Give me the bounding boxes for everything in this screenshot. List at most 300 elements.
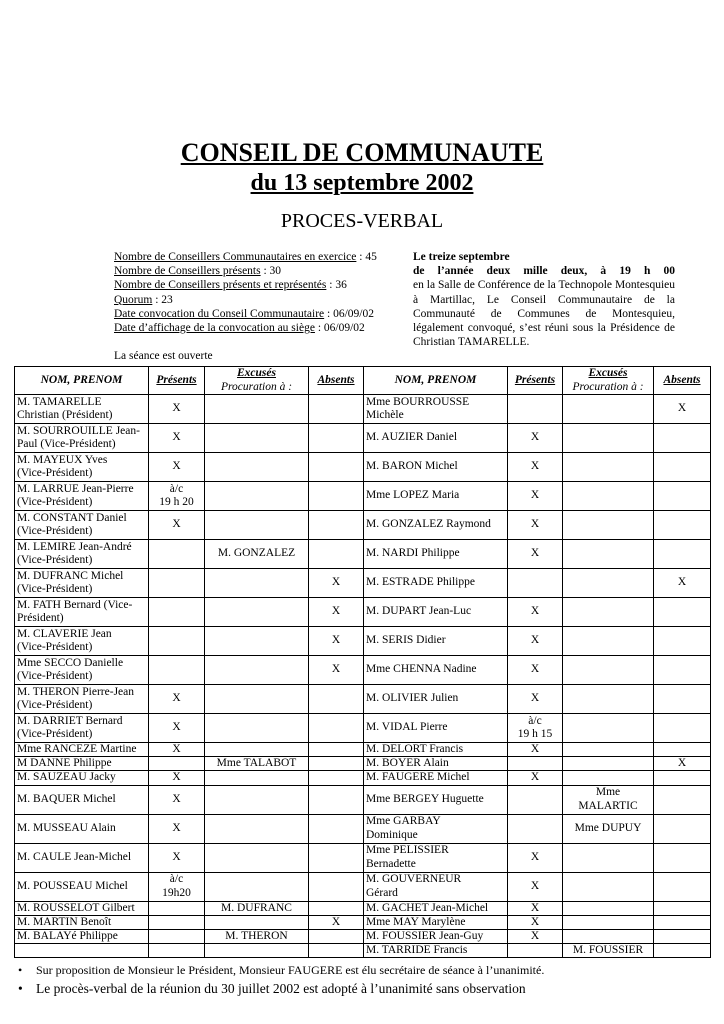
name-line: M. AUZIER Daniel bbox=[366, 431, 458, 444]
proxy-name bbox=[563, 656, 654, 685]
member-name bbox=[364, 872, 508, 901]
absent-mark bbox=[654, 743, 711, 757]
stat-line bbox=[114, 278, 394, 292]
member-name bbox=[15, 569, 149, 598]
proxy-name bbox=[563, 598, 654, 627]
absent-mark: X bbox=[309, 915, 364, 929]
member-name bbox=[364, 569, 508, 598]
present-mark bbox=[508, 757, 563, 771]
absent-mark bbox=[309, 743, 364, 757]
name-line: (Vice-Président) bbox=[17, 554, 93, 566]
name-line: (Vice-Président) bbox=[17, 525, 93, 537]
stat-line bbox=[114, 307, 394, 321]
proxy-name bbox=[205, 511, 309, 540]
member-name bbox=[364, 814, 508, 843]
present-mark: X bbox=[508, 453, 563, 482]
stat-value: : 45 bbox=[356, 251, 377, 263]
absent-mark bbox=[309, 424, 364, 453]
proxy-name bbox=[205, 685, 309, 714]
member-name bbox=[364, 944, 508, 958]
stat-label: Date convocation du Conseil Communautaire bbox=[114, 307, 325, 320]
absent-mark bbox=[309, 785, 364, 814]
member-name bbox=[15, 743, 149, 757]
proxy-name bbox=[563, 872, 654, 901]
header-absent: Absents bbox=[309, 367, 364, 395]
stat-label: Quorum bbox=[114, 293, 153, 306]
absent-mark bbox=[654, 424, 711, 453]
absent-mark bbox=[309, 685, 364, 714]
present-mark: X bbox=[149, 785, 205, 814]
absent-mark: X bbox=[309, 656, 364, 685]
stat-label: Nombre de Conseillers présents et représentés bbox=[114, 279, 327, 292]
proxy-name: M. DUFRANC bbox=[205, 901, 309, 915]
absent-mark bbox=[309, 511, 364, 540]
absent-mark: X bbox=[654, 757, 711, 771]
proxy-name bbox=[563, 627, 654, 656]
member-name bbox=[364, 714, 508, 743]
name-line: M. DELORT Francis bbox=[366, 743, 464, 755]
proxy-name bbox=[563, 540, 654, 569]
table-row bbox=[15, 482, 711, 511]
absent-mark bbox=[309, 843, 364, 872]
member-name bbox=[15, 901, 149, 915]
table-row bbox=[15, 453, 711, 482]
header-present: Présents bbox=[508, 367, 563, 395]
member-name bbox=[364, 757, 508, 771]
document-title: CONSEIL DE COMMUNAUTE bbox=[180, 138, 544, 167]
name-line: M. BAQUER Michel bbox=[17, 793, 116, 805]
present-mark: X bbox=[508, 540, 563, 569]
name-line: M. CLAVERIE Jean bbox=[17, 627, 112, 640]
bullet-icon: • bbox=[18, 981, 23, 996]
present-mark bbox=[149, 757, 205, 771]
present-mark: X bbox=[508, 843, 563, 872]
present-mark bbox=[508, 569, 563, 598]
name-line: M. CONSTANT Daniel bbox=[17, 511, 127, 524]
proxy-name bbox=[563, 714, 654, 743]
proxy-name bbox=[205, 944, 309, 958]
name-line: M. SOURROUILLE Jean- bbox=[17, 424, 140, 437]
proxy-name bbox=[205, 843, 309, 872]
proxy-name: M. THERON bbox=[205, 930, 309, 944]
member-name bbox=[15, 944, 149, 958]
table-row bbox=[15, 656, 711, 685]
present-mark: X bbox=[149, 771, 205, 785]
present-mark: à/c 19 h 20 bbox=[149, 482, 205, 511]
proxy-name bbox=[205, 395, 309, 424]
absent-mark bbox=[309, 814, 364, 843]
member-name bbox=[364, 930, 508, 944]
proxy-name: Mme MALARTIC bbox=[563, 785, 654, 814]
absent-mark bbox=[309, 771, 364, 785]
proxy-name bbox=[563, 757, 654, 771]
name-line: M. DARRIET Bernard bbox=[17, 714, 123, 727]
table-row bbox=[15, 569, 711, 598]
stat-value: : 06/09/02 bbox=[314, 322, 365, 335]
member-name bbox=[15, 714, 149, 743]
present-mark: à/c 19 h 15 bbox=[508, 714, 563, 743]
member-name bbox=[15, 482, 149, 511]
member-name bbox=[364, 843, 508, 872]
attendance-stats bbox=[114, 250, 394, 363]
table-row bbox=[15, 915, 711, 929]
stat-line bbox=[114, 321, 394, 335]
proxy-name bbox=[205, 714, 309, 743]
present-mark: X bbox=[508, 771, 563, 785]
member-name bbox=[364, 540, 508, 569]
proxy-name bbox=[205, 656, 309, 685]
present-mark bbox=[508, 944, 563, 958]
proxy-name bbox=[205, 482, 309, 511]
member-name bbox=[364, 511, 508, 540]
stat-line bbox=[114, 250, 394, 264]
name-line: Paul (Vice-Président) bbox=[17, 438, 116, 450]
name-line: M. GACHET Jean-Michel bbox=[366, 901, 489, 914]
member-name bbox=[364, 453, 508, 482]
resolution-item bbox=[14, 981, 714, 997]
member-name bbox=[364, 424, 508, 453]
table-row bbox=[15, 395, 711, 424]
name-line: (Vice-Président) bbox=[17, 728, 93, 740]
stat-line bbox=[114, 264, 394, 278]
table-row bbox=[15, 814, 711, 843]
absent-mark bbox=[654, 814, 711, 843]
session-info bbox=[413, 250, 675, 349]
present-mark: X bbox=[149, 453, 205, 482]
name-line: Mme MAY Marylène bbox=[366, 915, 466, 928]
proxy-name: Mme TALABOT bbox=[205, 757, 309, 771]
name-line: Gérard bbox=[366, 886, 398, 899]
proxy-name bbox=[205, 453, 309, 482]
absent-mark bbox=[654, 482, 711, 511]
member-name bbox=[364, 915, 508, 929]
present-mark bbox=[149, 944, 205, 958]
name-line: Mme GARBAY bbox=[366, 815, 441, 828]
proxy-name bbox=[205, 872, 309, 901]
name-line: M. POUSSEAU Michel bbox=[17, 880, 128, 892]
proxy-name bbox=[563, 453, 654, 482]
member-name bbox=[15, 685, 149, 714]
proxy-name bbox=[563, 395, 654, 424]
name-line: (Vice-Président) bbox=[17, 467, 93, 479]
name-line: Bernadette bbox=[366, 857, 416, 870]
absent-mark bbox=[654, 872, 711, 901]
member-name bbox=[364, 743, 508, 757]
table-row bbox=[15, 757, 711, 771]
member-name bbox=[364, 901, 508, 915]
member-name bbox=[364, 627, 508, 656]
table-row bbox=[15, 627, 711, 656]
proxy-name bbox=[205, 598, 309, 627]
absent-mark bbox=[654, 930, 711, 944]
absent-mark bbox=[309, 395, 364, 424]
session-location-text: en la Salle de Conférence de la Technopole Montesquieu à Martillac, Le Conseil Communautaire de la Communauté de Communes de Montesquieu, légalement convoqué, s’est réuni sous la Présidence de Christian TAMARELLE. bbox=[413, 279, 675, 349]
name-line: M. TARRIDE Francis bbox=[366, 944, 468, 957]
member-name bbox=[15, 785, 149, 814]
absent-mark bbox=[654, 598, 711, 627]
present-mark: X bbox=[508, 627, 563, 656]
name-line: M. BARON Michel bbox=[366, 460, 458, 473]
name-line: M. BOYER Alain bbox=[366, 757, 449, 770]
proxy-name bbox=[205, 771, 309, 785]
name-line: Christian (Président) bbox=[17, 409, 113, 421]
present-mark bbox=[149, 930, 205, 944]
proxy-name bbox=[205, 785, 309, 814]
present-mark bbox=[508, 785, 563, 814]
present-mark: X bbox=[149, 843, 205, 872]
name-line: M. MAYEUX Yves bbox=[17, 453, 108, 466]
header-excused: Excusés Procuration à : bbox=[563, 367, 654, 395]
name-line: M. FOUSSIER Jean-Guy bbox=[366, 930, 484, 943]
header-excused: Excusés Procuration à : bbox=[205, 367, 309, 395]
member-name bbox=[15, 511, 149, 540]
absent-mark bbox=[654, 656, 711, 685]
absent-mark bbox=[654, 915, 711, 929]
name-line: M. VIDAL Pierre bbox=[366, 721, 448, 734]
member-name bbox=[364, 656, 508, 685]
present-mark bbox=[508, 395, 563, 424]
proxy-name bbox=[563, 482, 654, 511]
proxy-name: Mme DUPUY bbox=[563, 814, 654, 843]
member-name bbox=[364, 785, 508, 814]
proxy-name bbox=[563, 569, 654, 598]
absent-mark bbox=[654, 714, 711, 743]
proxy-name: M. FOUSSIER bbox=[563, 944, 654, 958]
absent-mark: X bbox=[309, 627, 364, 656]
proxy-name bbox=[205, 627, 309, 656]
absent-mark bbox=[309, 540, 364, 569]
present-mark bbox=[149, 598, 205, 627]
resolution-text: Sur proposition de Monsieur le Président, Monsieur FAUGERE est élu secrétaire de séance à l’unanimité. bbox=[36, 963, 545, 977]
proxy-name: M. GONZALEZ bbox=[205, 540, 309, 569]
present-mark: X bbox=[149, 814, 205, 843]
table-row bbox=[15, 714, 711, 743]
present-mark bbox=[149, 915, 205, 929]
member-name bbox=[15, 453, 149, 482]
resolution-item bbox=[14, 962, 714, 978]
name-line: (Vice-Président) bbox=[17, 670, 93, 682]
name-line: Mme LOPEZ Maria bbox=[366, 489, 460, 502]
absent-mark bbox=[654, 843, 711, 872]
absent-mark bbox=[654, 771, 711, 785]
proxy-name bbox=[563, 511, 654, 540]
present-mark: X bbox=[508, 685, 563, 714]
stat-label: Nombre de Conseillers Communautaires en exercice bbox=[114, 251, 357, 263]
member-name bbox=[364, 395, 508, 424]
name-line: M. FATH Bernard (Vice- bbox=[17, 598, 133, 611]
present-mark bbox=[149, 901, 205, 915]
member-name bbox=[15, 915, 149, 929]
header-present: Présents bbox=[149, 367, 205, 395]
name-line: M. LARRUE Jean-Pierre bbox=[17, 482, 134, 495]
name-line: M. FAUGERE Michel bbox=[366, 771, 470, 784]
absent-mark bbox=[309, 901, 364, 915]
member-name bbox=[15, 814, 149, 843]
present-mark: X bbox=[508, 656, 563, 685]
table-row bbox=[15, 540, 711, 569]
proxy-name bbox=[563, 930, 654, 944]
member-name bbox=[15, 598, 149, 627]
absent-mark bbox=[309, 930, 364, 944]
stat-label: Nombre de Conseillers présents bbox=[114, 265, 261, 278]
member-name bbox=[15, 424, 149, 453]
name-line: Michèle bbox=[366, 409, 404, 421]
name-line: M. SERIS Didier bbox=[366, 634, 446, 647]
member-name bbox=[15, 930, 149, 944]
proxy-name bbox=[563, 743, 654, 757]
name-line: Mme BERGEY Huguette bbox=[366, 793, 484, 805]
name-line: M. GOUVERNEUR bbox=[366, 873, 462, 886]
resolution-text: Le procès-verbal de la réunion du 30 juillet 2002 est adopté à l’unanimité sans observation bbox=[36, 981, 526, 996]
member-name bbox=[15, 757, 149, 771]
table-header-row bbox=[15, 367, 711, 395]
session-date-text: Le treize septembre bbox=[413, 251, 510, 263]
present-mark: X bbox=[508, 915, 563, 929]
proxy-name bbox=[563, 771, 654, 785]
name-line: Mme CHENNA Nadine bbox=[366, 663, 477, 676]
header-absent: Absents bbox=[654, 367, 711, 395]
present-mark bbox=[149, 540, 205, 569]
absent-mark bbox=[654, 685, 711, 714]
present-mark: X bbox=[508, 930, 563, 944]
present-mark: X bbox=[508, 872, 563, 901]
resolutions-list bbox=[14, 962, 714, 1000]
absent-mark bbox=[309, 872, 364, 901]
member-name bbox=[15, 540, 149, 569]
name-line: M. NARDI Philippe bbox=[366, 547, 460, 560]
document-subtitle: PROCES-VERBAL bbox=[280, 210, 444, 232]
member-name bbox=[15, 872, 149, 901]
table-row bbox=[15, 944, 711, 958]
present-mark: X bbox=[508, 424, 563, 453]
member-name bbox=[15, 627, 149, 656]
name-line: Mme SECCO Danielle bbox=[17, 656, 124, 669]
present-mark bbox=[149, 656, 205, 685]
absent-mark bbox=[309, 757, 364, 771]
table-row bbox=[15, 743, 711, 757]
absent-mark bbox=[654, 627, 711, 656]
attendance-table bbox=[14, 366, 711, 958]
member-name bbox=[15, 395, 149, 424]
member-name bbox=[15, 771, 149, 785]
name-line: Dominique bbox=[366, 828, 418, 841]
absent-mark bbox=[654, 944, 711, 958]
stat-value: : 36 bbox=[326, 279, 347, 292]
member-name bbox=[364, 598, 508, 627]
stat-value: : 06/09/02 bbox=[324, 307, 374, 320]
absent-mark bbox=[654, 785, 711, 814]
header-name: NOM, PRENOM bbox=[15, 367, 149, 395]
name-line: M. ESTRADE Philippe bbox=[366, 576, 475, 589]
name-line: (Vice-Président) bbox=[17, 699, 93, 711]
name-line: M DANNE Philippe bbox=[17, 757, 112, 770]
present-mark: X bbox=[149, 714, 205, 743]
table-row bbox=[15, 843, 711, 872]
table-row bbox=[15, 930, 711, 944]
name-line: Président) bbox=[17, 612, 64, 624]
name-line: M. MARTIN Benoît bbox=[17, 915, 112, 928]
document-date: du 13 septembre 2002 bbox=[250, 170, 474, 196]
absent-mark bbox=[654, 453, 711, 482]
name-line: M. ROUSSELOT Gilbert bbox=[17, 901, 135, 914]
name-line: Mme BOURROUSSE bbox=[366, 395, 470, 408]
header-name: NOM, PRENOM bbox=[364, 367, 508, 395]
name-line: M. THERON Pierre-Jean bbox=[17, 685, 134, 698]
table-row bbox=[15, 785, 711, 814]
present-mark bbox=[149, 569, 205, 598]
name-line: M. LEMIRE Jean-André bbox=[17, 540, 132, 553]
present-mark: X bbox=[508, 901, 563, 915]
present-mark: X bbox=[149, 685, 205, 714]
table-row bbox=[15, 685, 711, 714]
present-mark: X bbox=[508, 598, 563, 627]
present-mark: X bbox=[149, 424, 205, 453]
name-line: M. CAULE Jean-Michel bbox=[17, 851, 132, 863]
proxy-name bbox=[205, 814, 309, 843]
table-row bbox=[15, 511, 711, 540]
absent-mark bbox=[654, 511, 711, 540]
stat-line bbox=[114, 293, 394, 307]
name-line: M. BALAYé Philippe bbox=[17, 930, 118, 943]
member-name bbox=[364, 771, 508, 785]
present-mark: à/c 19h20 bbox=[149, 872, 205, 901]
name-line: (Vice-Président) bbox=[17, 583, 93, 595]
table-row bbox=[15, 872, 711, 901]
stat-value: : 23 bbox=[152, 293, 173, 306]
proxy-name bbox=[205, 743, 309, 757]
proxy-name bbox=[563, 424, 654, 453]
name-line: (Vice-Président) bbox=[17, 641, 93, 653]
absent-mark: X bbox=[654, 569, 711, 598]
name-line: M. OLIVIER Julien bbox=[366, 692, 459, 705]
name-line: (Vice-Président) bbox=[17, 496, 93, 508]
table-row bbox=[15, 598, 711, 627]
present-mark: X bbox=[149, 395, 205, 424]
stat-label: Date d’affichage de la convocation au siège bbox=[114, 322, 315, 335]
absent-mark bbox=[309, 453, 364, 482]
proxy-name bbox=[205, 569, 309, 598]
absent-mark bbox=[654, 540, 711, 569]
proxy-name bbox=[563, 843, 654, 872]
member-name bbox=[15, 656, 149, 685]
name-line: Mme PELISSIER bbox=[366, 844, 449, 857]
bullet-icon: • bbox=[18, 963, 23, 977]
proxy-name bbox=[563, 915, 654, 929]
proxy-name bbox=[563, 685, 654, 714]
present-mark: X bbox=[149, 743, 205, 757]
session-time-text: de l’année deux mille deux, à 19 h 00 bbox=[413, 265, 675, 278]
name-line: M. GONZALEZ Raymond bbox=[366, 518, 491, 531]
member-name bbox=[364, 482, 508, 511]
proxy-name bbox=[205, 915, 309, 929]
present-mark: X bbox=[508, 743, 563, 757]
present-mark: X bbox=[508, 511, 563, 540]
table-row bbox=[15, 901, 711, 915]
absent-mark: X bbox=[654, 395, 711, 424]
member-name bbox=[364, 685, 508, 714]
absent-mark: X bbox=[309, 598, 364, 627]
name-line: M. TAMARELLE bbox=[17, 395, 102, 408]
present-mark bbox=[149, 627, 205, 656]
absent-mark bbox=[309, 714, 364, 743]
name-line: M. MUSSEAU Alain bbox=[17, 822, 116, 834]
absent-mark bbox=[309, 482, 364, 511]
stat-value: : 30 bbox=[260, 265, 282, 278]
session-open-text: La séance est ouverte bbox=[114, 350, 213, 363]
table-row bbox=[15, 424, 711, 453]
name-line: M. SAUZEAU Jacky bbox=[17, 771, 116, 784]
name-line: M. DUFRANC Michel bbox=[17, 569, 124, 582]
